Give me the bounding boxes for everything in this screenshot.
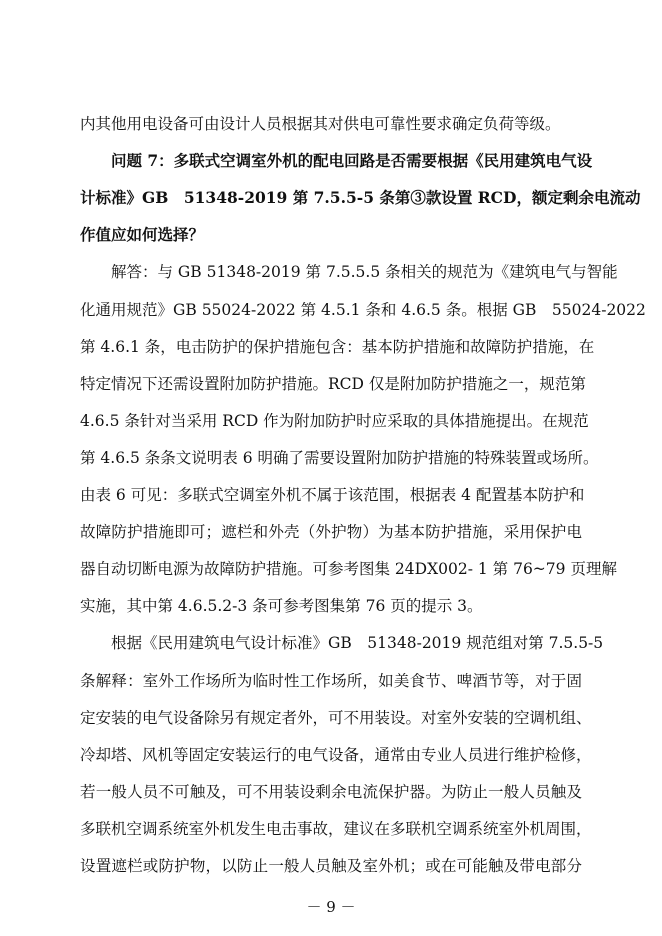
text-line: 由表 6 可见：多联式空调室外机不属于该范围，根据表 4 配置基本防护和 <box>80 486 585 504</box>
text-line: 4.6.5 条针对当采用 RCD 作为附加防护时应采取的具体措施提出。在规范 <box>80 411 589 430</box>
text-line: 条解释：室外工作场所为临时性工作场所，如美食节、啤酒节等，对于固 <box>80 671 582 690</box>
question-heading-line: 计标准》GB 51348-2019 第 7.5.5-5 条第③款设置 RCD，额定剩余电流动 <box>80 188 641 208</box>
text-line: 根据《民用建筑电气设计标准》GB 51348-2019 规范组对第 7.5.5-5 <box>80 634 604 653</box>
text-line: 设置遮栏或防护物，以防止一般人员触及室外机；或在可能触及带电部分 <box>80 857 582 875</box>
text-line: 实施，其中第 4.6.5.2-3 条可参考图集第 76 页的提示 3。 <box>80 597 483 616</box>
text-line: 故障防护措施即可；遮栏和外壳（外护物）为基本防护措施，采用保护电 <box>80 523 582 542</box>
text-line: 器自动切断电源为故障防护措施。可参考图集 24DX002- 1 第 76~79 页理解 <box>80 560 617 579</box>
text-line: 多联机空调系统室外机发生电击事故，建议在多联机空调系统室外机周围， <box>80 819 592 838</box>
text-line: 第 4.6.5 条条文说明表 6 明确了需要设置附加防护措施的特殊装置或场所。 <box>80 448 599 467</box>
text-line: 化通用规范》GB 55024-2022 第 4.5.1 条和 4.6.5 条。根据 GB 55024-2022 <box>80 300 646 319</box>
text-line: 特定情况下还需设置附加防护措施。RCD 仅是附加防护措施之一，规范第 <box>80 374 586 393</box>
text-line: 第 4.6.1 条，电击防护的保护措施包含：基本防护措施和故障防护措施，在 <box>80 337 595 356</box>
question-heading-line: 作值应如何选择？ <box>80 225 205 245</box>
text-line: 定安装的电气设备除另有规定者外，可不用装设。对室外安装的空调机组、 <box>80 708 592 727</box>
text-line: 内其他用电设备可由设计人员根据其对供电可靠性要求确定负荷等级。 <box>80 115 561 133</box>
question-heading-line: 问题 7：多联式空调室外机的配电回路是否需要根据《民用建筑电气设 <box>80 151 593 171</box>
text-line: 若一般人员不可触及，可不用装设剩余电流保护器。为防止一般人员触及 <box>80 782 582 801</box>
text-line: 冷却塔、风机等固定安装运行的电气设备，通常由专业人员进行维护检修， <box>80 745 592 764</box>
text-line: 解答：与 GB 51348-2019 第 7.5.5.5 条相关的规范为《建筑电气与智能 <box>80 263 618 282</box>
page-number: － 9 － <box>306 898 356 916</box>
